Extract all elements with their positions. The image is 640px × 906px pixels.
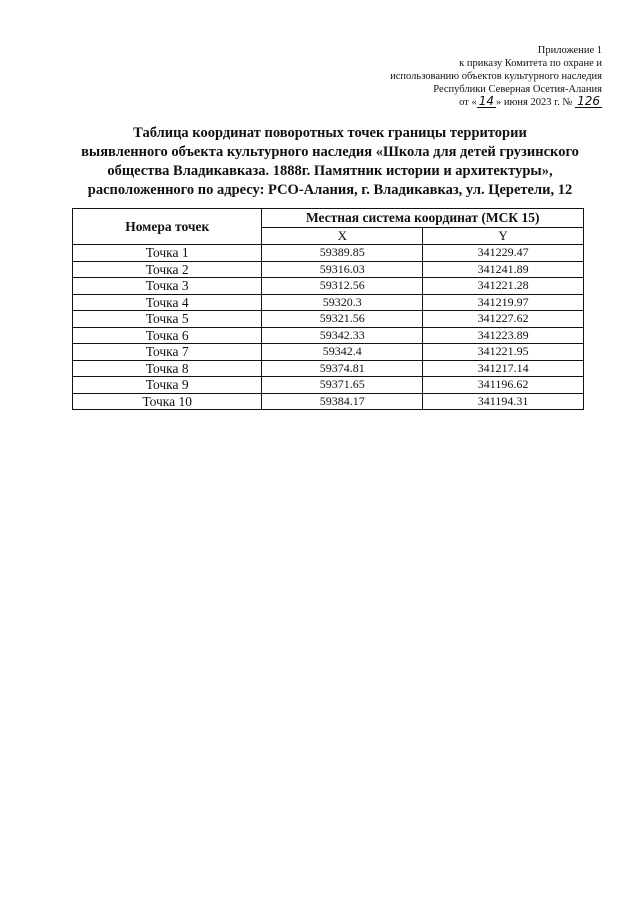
y-coordinate-cell: 341217.14 [423, 360, 584, 377]
x-coordinate-cell: 59342.33 [262, 327, 423, 344]
x-coordinate-cell: 59389.85 [262, 245, 423, 262]
appendix-line-4: Республики Северная Осетия-Алания [433, 84, 602, 95]
y-column-header: Y [423, 228, 584, 245]
y-coordinate-cell: 341221.95 [423, 344, 584, 361]
point-cell: Точка 2 [73, 261, 262, 278]
point-cell: Точка 7 [73, 344, 262, 361]
handwritten-day: 14 [478, 94, 495, 108]
point-cell: Точка 5 [73, 311, 262, 328]
coordinate-system-header: Местная система координат (МСК 15) [262, 209, 584, 228]
x-coordinate-cell: 59374.81 [262, 360, 423, 377]
y-coordinate-cell: 341194.31 [423, 393, 584, 410]
x-coordinate-cell: 59321.56 [262, 311, 423, 328]
document-title [60, 124, 600, 200]
table-row [73, 261, 584, 278]
table-body [73, 245, 584, 410]
y-coordinate-cell: 341221.28 [423, 278, 584, 295]
y-coordinate-cell: 341196.62 [423, 377, 584, 394]
x-column-header: X [262, 228, 423, 245]
coordinates-table [72, 208, 584, 410]
points-column-header: Номера точек [73, 209, 262, 245]
x-coordinate-cell: 59342.4 [262, 344, 423, 361]
appendix-header [302, 44, 602, 109]
point-cell: Точка 6 [73, 327, 262, 344]
y-coordinate-cell: 341223.89 [423, 327, 584, 344]
table-row [73, 377, 584, 394]
handwritten-order-number: 126 [577, 94, 600, 108]
table-row [73, 245, 584, 262]
appendix-line-1: Приложение 1 [537, 45, 602, 56]
title-line-2: выявленного объекта культурного наследия «Школа для детей грузинского [81, 144, 579, 160]
title-line-3: общества Владикавказа. 1888г. Памятник истории и архитектуры», [107, 163, 553, 179]
y-coordinate-cell: 341219.97 [423, 294, 584, 311]
point-cell: Точка 10 [73, 393, 262, 410]
table-row [73, 294, 584, 311]
point-cell: Точка 4 [73, 294, 262, 311]
table-row [73, 278, 584, 295]
point-cell: Точка 1 [73, 245, 262, 262]
appendix-line-2: к приказу Комитета по охране и [459, 58, 602, 69]
table-row [73, 327, 584, 344]
title-line-4: расположенного по адресу: РСО-Алания, г. Владикавказ, ул. Церетели, 12 [87, 182, 573, 198]
table-row [73, 360, 584, 377]
title-line-1: Таблица координат поворотных точек границы территории [133, 125, 527, 141]
table-row [73, 344, 584, 361]
y-coordinate-cell: 341227.62 [423, 311, 584, 328]
x-coordinate-cell: 59316.03 [262, 261, 423, 278]
point-cell: Точка 9 [73, 377, 262, 394]
table-header-row [73, 209, 584, 228]
x-coordinate-cell: 59312.56 [262, 278, 423, 295]
table-row [73, 311, 584, 328]
point-cell: Точка 3 [73, 278, 262, 295]
table-row [73, 393, 584, 410]
x-coordinate-cell: 59384.17 [262, 393, 423, 410]
x-coordinate-cell: 59320.3 [262, 294, 423, 311]
y-coordinate-cell: 341229.47 [423, 245, 584, 262]
point-cell: Точка 8 [73, 360, 262, 377]
appendix-date-line [302, 96, 602, 109]
x-coordinate-cell: 59371.65 [262, 377, 423, 394]
appendix-line-3: использованию объектов культурного наследия [390, 71, 602, 82]
date-prefix: от « [459, 97, 477, 108]
y-coordinate-cell: 341241.89 [423, 261, 584, 278]
date-middle: » июня 2023 г. № [496, 97, 573, 108]
